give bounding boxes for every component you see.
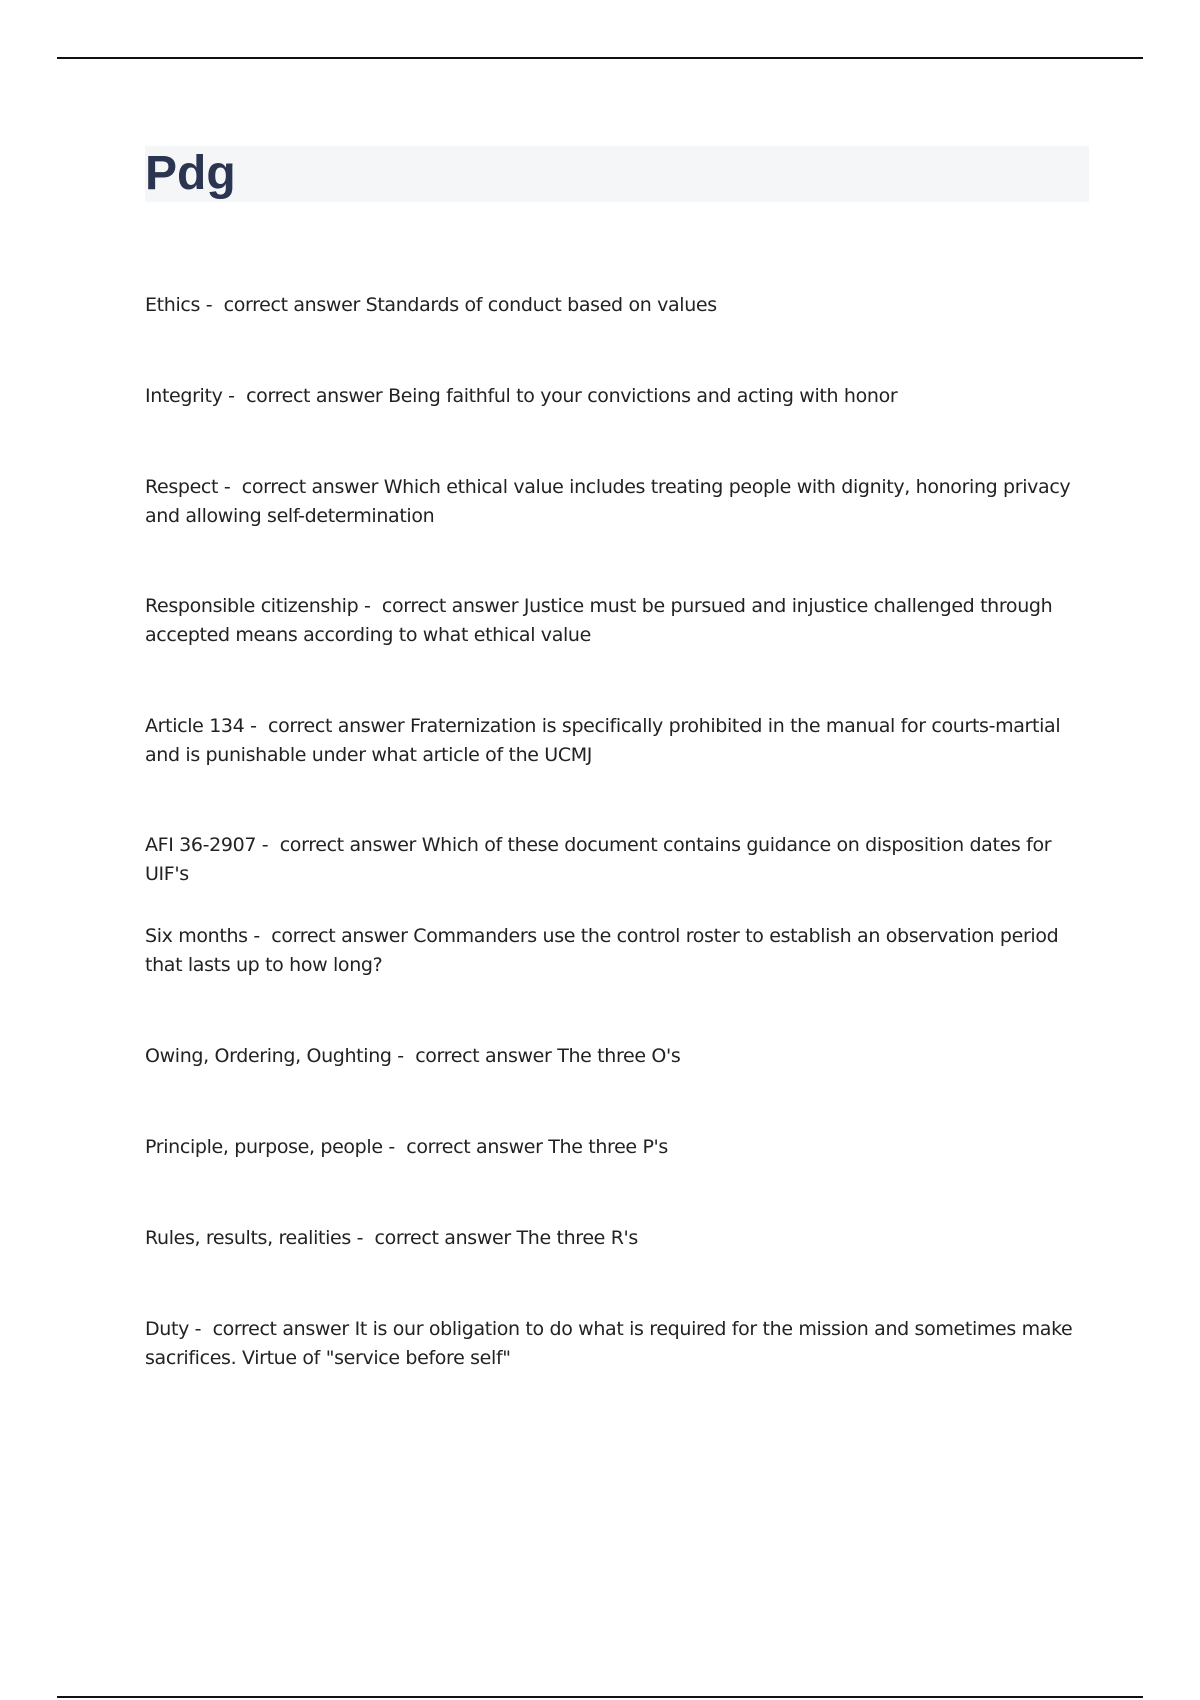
qa-answer-label: correct answer (374, 1227, 511, 1249)
qa-item-three-os (145, 1042, 1090, 1071)
qa-answer: Commanders use the control roster to establish an observation period that lasts up to how long? (145, 925, 1065, 976)
bottom-rule (57, 1696, 1143, 1698)
qa-answer-label: correct answer (406, 1136, 543, 1158)
qa-answer-label: correct answer (212, 1318, 349, 1340)
qa-answer-label: correct answer (381, 595, 519, 617)
qa-answer: Fraternization is specifically prohibited in the manual for courts-martial and is punishable under what article of the UCMJ (145, 715, 1066, 766)
qa-item-integrity (145, 382, 1090, 411)
qa-item-responsible-citizenship (145, 592, 1090, 650)
qa-item-three-rs (145, 1224, 1090, 1253)
qa-answer-label: correct answer (279, 834, 416, 856)
qa-answer-label: correct answer (246, 385, 383, 407)
qa-term: Rules, results, realities (145, 1227, 351, 1249)
qa-term: Duty (145, 1318, 189, 1340)
qa-separator: - (244, 715, 263, 737)
qa-item-respect (145, 473, 1090, 531)
qa-separator: - (350, 1227, 369, 1249)
qa-separator: - (256, 834, 274, 856)
qa-separator: - (218, 476, 237, 498)
qa-term: Integrity (145, 385, 223, 407)
qa-answer: Justice must be pursued and injustice challenged through accepted means according to what ethical value (145, 595, 1058, 646)
qa-answer: It is our obligation to do what is required for the mission and sometimes make sacrifices. Virtue of "service before self" (145, 1318, 1079, 1369)
qa-answer: The three P's (548, 1136, 668, 1158)
qa-answer: Which ethical value includes treating people with dignity, honoring privacy and allowing self-determination (145, 476, 1077, 527)
qa-answer: The three R's (516, 1227, 638, 1249)
qa-term: Principle, purpose, people (145, 1136, 383, 1158)
qa-answer: Which of these document contains guidance on disposition dates for UIF's (145, 834, 1057, 885)
qa-item-article-134 (145, 712, 1090, 770)
qa-term: Responsible citizenship (145, 595, 359, 617)
qa-separator: - (200, 294, 218, 316)
qa-answer: Standards of conduct based on values (365, 294, 717, 316)
qa-answer-label: correct answer (268, 715, 405, 737)
qa-separator: - (391, 1045, 410, 1067)
qa-term: Respect (145, 476, 219, 498)
qa-answer-label: correct answer (415, 1045, 552, 1067)
document-title: Pdg (145, 147, 236, 200)
qa-term: Ethics (145, 294, 201, 316)
qa-answer-label: correct answer (241, 476, 379, 498)
qa-term: Six months (145, 925, 248, 947)
top-rule (57, 57, 1143, 59)
qa-separator: - (188, 1318, 207, 1340)
qa-answer-label: correct answer (271, 925, 408, 947)
qa-separator: - (382, 1136, 401, 1158)
qa-answer: The three O's (557, 1045, 681, 1067)
qa-item-afi-36-2907 (145, 831, 1090, 889)
qa-separator: - (358, 595, 377, 617)
qa-term: Owing, Ordering, Oughting (145, 1045, 392, 1067)
qa-answer: Being faithful to your convictions and acting with honor (388, 385, 898, 407)
qa-term: AFI 36-2907 (145, 834, 257, 856)
title-band (145, 146, 1089, 202)
qa-item-ethics (145, 291, 1090, 320)
qa-item-three-ps (145, 1133, 1090, 1162)
qa-item-six-months (145, 922, 1090, 980)
qa-answer-label: correct answer (223, 294, 360, 316)
qa-separator: - (222, 385, 241, 407)
qa-separator: - (247, 925, 266, 947)
qa-item-duty (145, 1315, 1090, 1373)
qa-term: Article 134 (145, 715, 245, 737)
